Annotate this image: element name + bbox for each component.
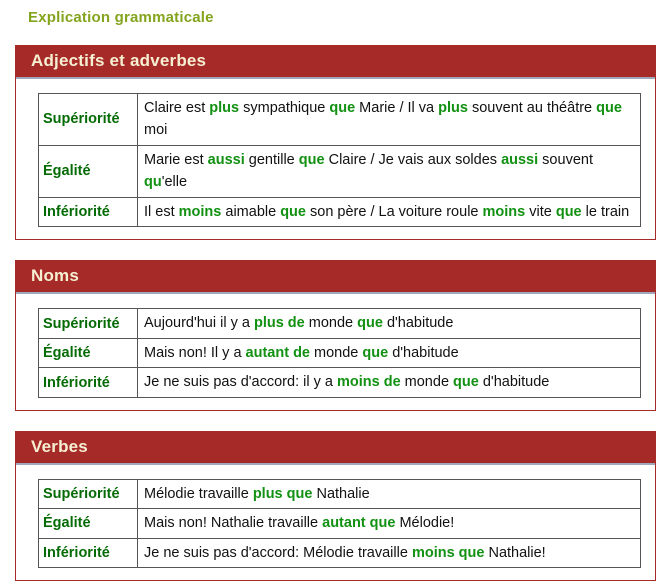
comparison-keyword: autant de — [245, 344, 310, 361]
table-row — [39, 338, 641, 367]
section-body — [16, 294, 655, 409]
plain-text: Marie / Il va — [355, 100, 439, 116]
plain-text: Je ne suis pas d'accord: il y a — [144, 374, 337, 391]
plain-text: Aujourd'hui il y a — [144, 315, 254, 332]
table-row — [39, 479, 641, 508]
table-row — [39, 94, 641, 146]
row-example-text — [138, 338, 641, 367]
plain-text: 'elle — [161, 174, 188, 191]
plain-text: d'habitude — [382, 315, 454, 332]
plain-text: sympathique — [239, 100, 330, 116]
comparison-keyword: qu — [144, 174, 162, 191]
row-label: Supériorité — [39, 479, 138, 508]
comparison-keyword: que — [280, 203, 306, 220]
comparison-keyword: moins de — [336, 374, 401, 391]
comparison-keyword: autant que — [322, 515, 396, 532]
row-example-text — [138, 538, 641, 567]
section-body — [16, 79, 655, 239]
comparison-keyword: que — [596, 100, 622, 116]
section-verbes — [15, 431, 656, 581]
plain-text: son père / La voiture roule — [305, 203, 483, 220]
table-row — [39, 368, 641, 397]
comparison-keyword: que — [555, 203, 582, 220]
plain-text: vite — [525, 203, 556, 220]
plain-text: Claire / Je vais aux soldes — [324, 151, 502, 168]
page-title: Explication grammaticale — [28, 9, 214, 26]
row-label: Infériorité — [39, 197, 138, 226]
comparison-keyword: moins — [482, 203, 526, 220]
section-title: Adjectifs et adverbes — [31, 51, 207, 70]
plain-text: monde — [304, 315, 358, 332]
table-row — [39, 509, 641, 538]
section-title: Verbes — [31, 436, 88, 456]
plain-text: d'habitude — [388, 344, 459, 361]
comparison-table-noms — [38, 308, 641, 397]
plain-text: Marie est — [144, 151, 208, 168]
comparison-keyword: que — [362, 344, 389, 361]
row-label: Égalité — [39, 509, 138, 538]
comparison-keyword: que — [329, 100, 356, 116]
plain-text: Mais non! Nathalie travaille — [144, 515, 323, 532]
row-label: Égalité — [39, 145, 138, 197]
comparison-keyword: plus — [438, 100, 468, 116]
plain-text: moi — [144, 122, 168, 139]
comparison-keyword: moins — [178, 203, 222, 220]
section-header-bar — [16, 432, 655, 465]
row-example-text — [138, 309, 641, 338]
comparison-table-verbes — [38, 479, 641, 568]
plain-text: aimable — [221, 203, 281, 220]
table-row — [39, 538, 641, 567]
table-row — [39, 309, 641, 338]
plain-text: gentille — [244, 151, 299, 168]
row-example-text — [138, 479, 641, 508]
row-label: Supériorité — [39, 309, 138, 338]
row-label: Égalité — [39, 338, 138, 367]
plain-text: Je ne suis pas d'accord: Mélodie travaille — [144, 544, 412, 561]
plain-text: monde — [310, 344, 363, 361]
plain-text: Claire est — [144, 100, 210, 116]
plain-text: Mais non! Il y a — [144, 344, 246, 361]
plain-text: Nathalie — [312, 485, 370, 502]
comparison-keyword: plus — [209, 100, 240, 116]
plain-text: Mélodie travaille — [144, 485, 253, 502]
section-header-bar — [16, 261, 655, 294]
comparison-keyword: aussi — [501, 151, 539, 168]
row-example-text — [138, 145, 641, 197]
plain-text: Nathalie! — [484, 544, 546, 561]
table-row — [39, 145, 641, 197]
plain-text: le train — [581, 203, 630, 220]
section-adjectifs-et-adverbes — [15, 45, 656, 240]
plain-text: d'habitude — [478, 374, 550, 391]
row-example-text — [138, 509, 641, 538]
section-header-bar — [16, 46, 655, 79]
comparison-keyword: que — [298, 151, 325, 168]
comparison-keyword: moins que — [411, 544, 485, 561]
row-label: Infériorité — [39, 538, 138, 567]
row-example-text — [138, 368, 641, 397]
table-row — [39, 197, 641, 226]
comparison-keyword: aussi — [207, 151, 245, 168]
plain-text: monde — [400, 374, 454, 391]
row-label: Supériorité — [39, 94, 138, 146]
comparison-keyword: que — [357, 315, 383, 332]
comparison-keyword: plus que — [252, 485, 313, 502]
section-body — [16, 465, 655, 580]
comparison-keyword: plus de — [253, 315, 305, 332]
row-example-text — [138, 94, 641, 146]
row-example-text — [138, 197, 641, 226]
comparison-keyword: que — [453, 374, 479, 391]
plain-text: souvent — [538, 151, 593, 168]
plain-text: Mélodie! — [395, 515, 455, 532]
row-label: Infériorité — [39, 368, 138, 397]
comparison-table-adjectifs — [38, 93, 641, 227]
plain-text: Il est — [144, 203, 179, 220]
plain-text: souvent au théâtre — [467, 100, 597, 116]
section-noms — [15, 260, 656, 410]
section-title: Noms — [31, 266, 80, 286]
